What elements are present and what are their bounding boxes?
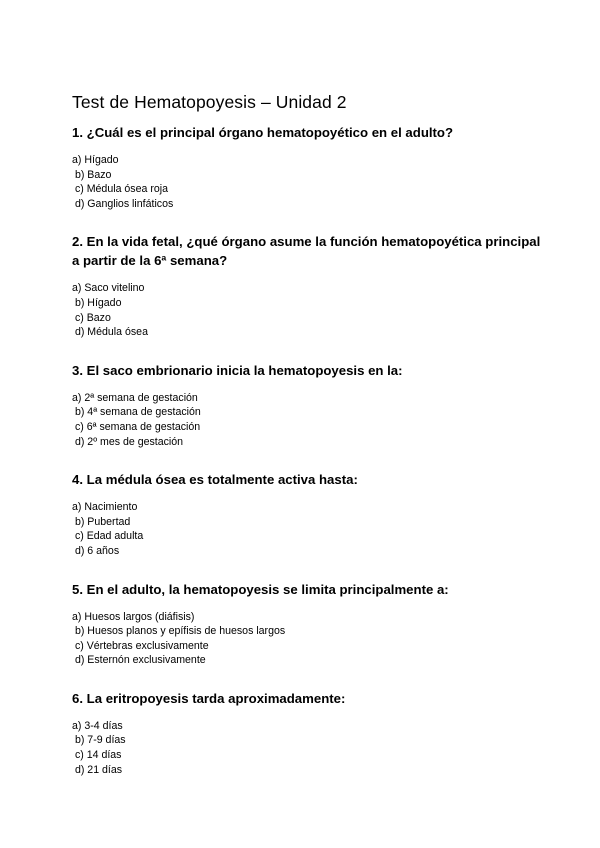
question-text: 5. En el adulto, la hematopoyesis se limita principalmente a: bbox=[72, 581, 449, 597]
option-b: b) 4ª semana de gestación bbox=[72, 406, 201, 419]
option-d: d) Médula ósea bbox=[72, 326, 148, 339]
option-c: c) Bazo bbox=[72, 311, 111, 324]
option-b: b) Huesos planos y epífisis de huesos largos bbox=[72, 625, 286, 638]
option-a: a) 3-4 días bbox=[72, 719, 123, 732]
option-b: b) Hígado bbox=[72, 296, 122, 309]
option-a: a) Hígado bbox=[72, 154, 119, 166]
option-a: a) Saco vitelino bbox=[72, 282, 145, 295]
question-text: 3. El saco embrionario inicia la hematopoyesis en la: bbox=[72, 362, 403, 378]
question-3 bbox=[72, 361, 542, 449]
question-5 bbox=[72, 580, 542, 668]
option-d: d) 6 años bbox=[72, 544, 120, 557]
option-a: a) 2ª semana de gestación bbox=[72, 391, 198, 404]
question-text: 6. La eritropoyesis tarda aproximadamente: bbox=[72, 690, 346, 706]
question-text: 1. ¿Cuál es el principal órgano hematopoyético en el adulto? bbox=[72, 125, 454, 140]
question-4 bbox=[72, 470, 542, 558]
option-list bbox=[72, 610, 542, 668]
option-d: d) 21 días bbox=[72, 763, 123, 776]
option-c: c) 14 días bbox=[72, 749, 122, 762]
option-a: a) Huesos largos (diáfisis) bbox=[72, 610, 195, 623]
option-a: a) Nacimiento bbox=[72, 501, 138, 514]
option-list bbox=[72, 153, 542, 211]
question-2 bbox=[72, 232, 542, 339]
document-page bbox=[72, 91, 542, 798]
option-d: d) Ganglios linfáticos bbox=[72, 197, 174, 210]
option-c: c) Edad adulta bbox=[72, 530, 144, 543]
option-c: c) Vértebras exclusivamente bbox=[72, 639, 209, 652]
option-d: d) 2º mes de gestación bbox=[72, 435, 184, 448]
option-list bbox=[72, 391, 542, 449]
option-d: d) Esternón exclusivamente bbox=[72, 654, 206, 667]
option-b: b) 7-9 días bbox=[72, 734, 126, 747]
option-c: c) Médula ósea roja bbox=[72, 183, 168, 196]
option-list bbox=[72, 500, 542, 558]
option-b: b) Pubertad bbox=[72, 515, 131, 528]
option-list bbox=[72, 281, 542, 339]
option-list bbox=[72, 719, 542, 777]
option-c: c) 6ª semana de gestación bbox=[72, 420, 201, 433]
question-6 bbox=[72, 689, 542, 777]
question-text: 4. La médula ósea es totalmente activa hasta: bbox=[72, 472, 358, 488]
option-b: b) Bazo bbox=[72, 168, 112, 181]
page-title: Test de Hematopoyesis – Unidad 2 bbox=[72, 92, 347, 112]
question-1 bbox=[72, 123, 542, 211]
question-text: 2. En la vida fetal, ¿qué órgano asume la función hematopoyética principal a partir de la 6ª semana? bbox=[72, 234, 541, 269]
